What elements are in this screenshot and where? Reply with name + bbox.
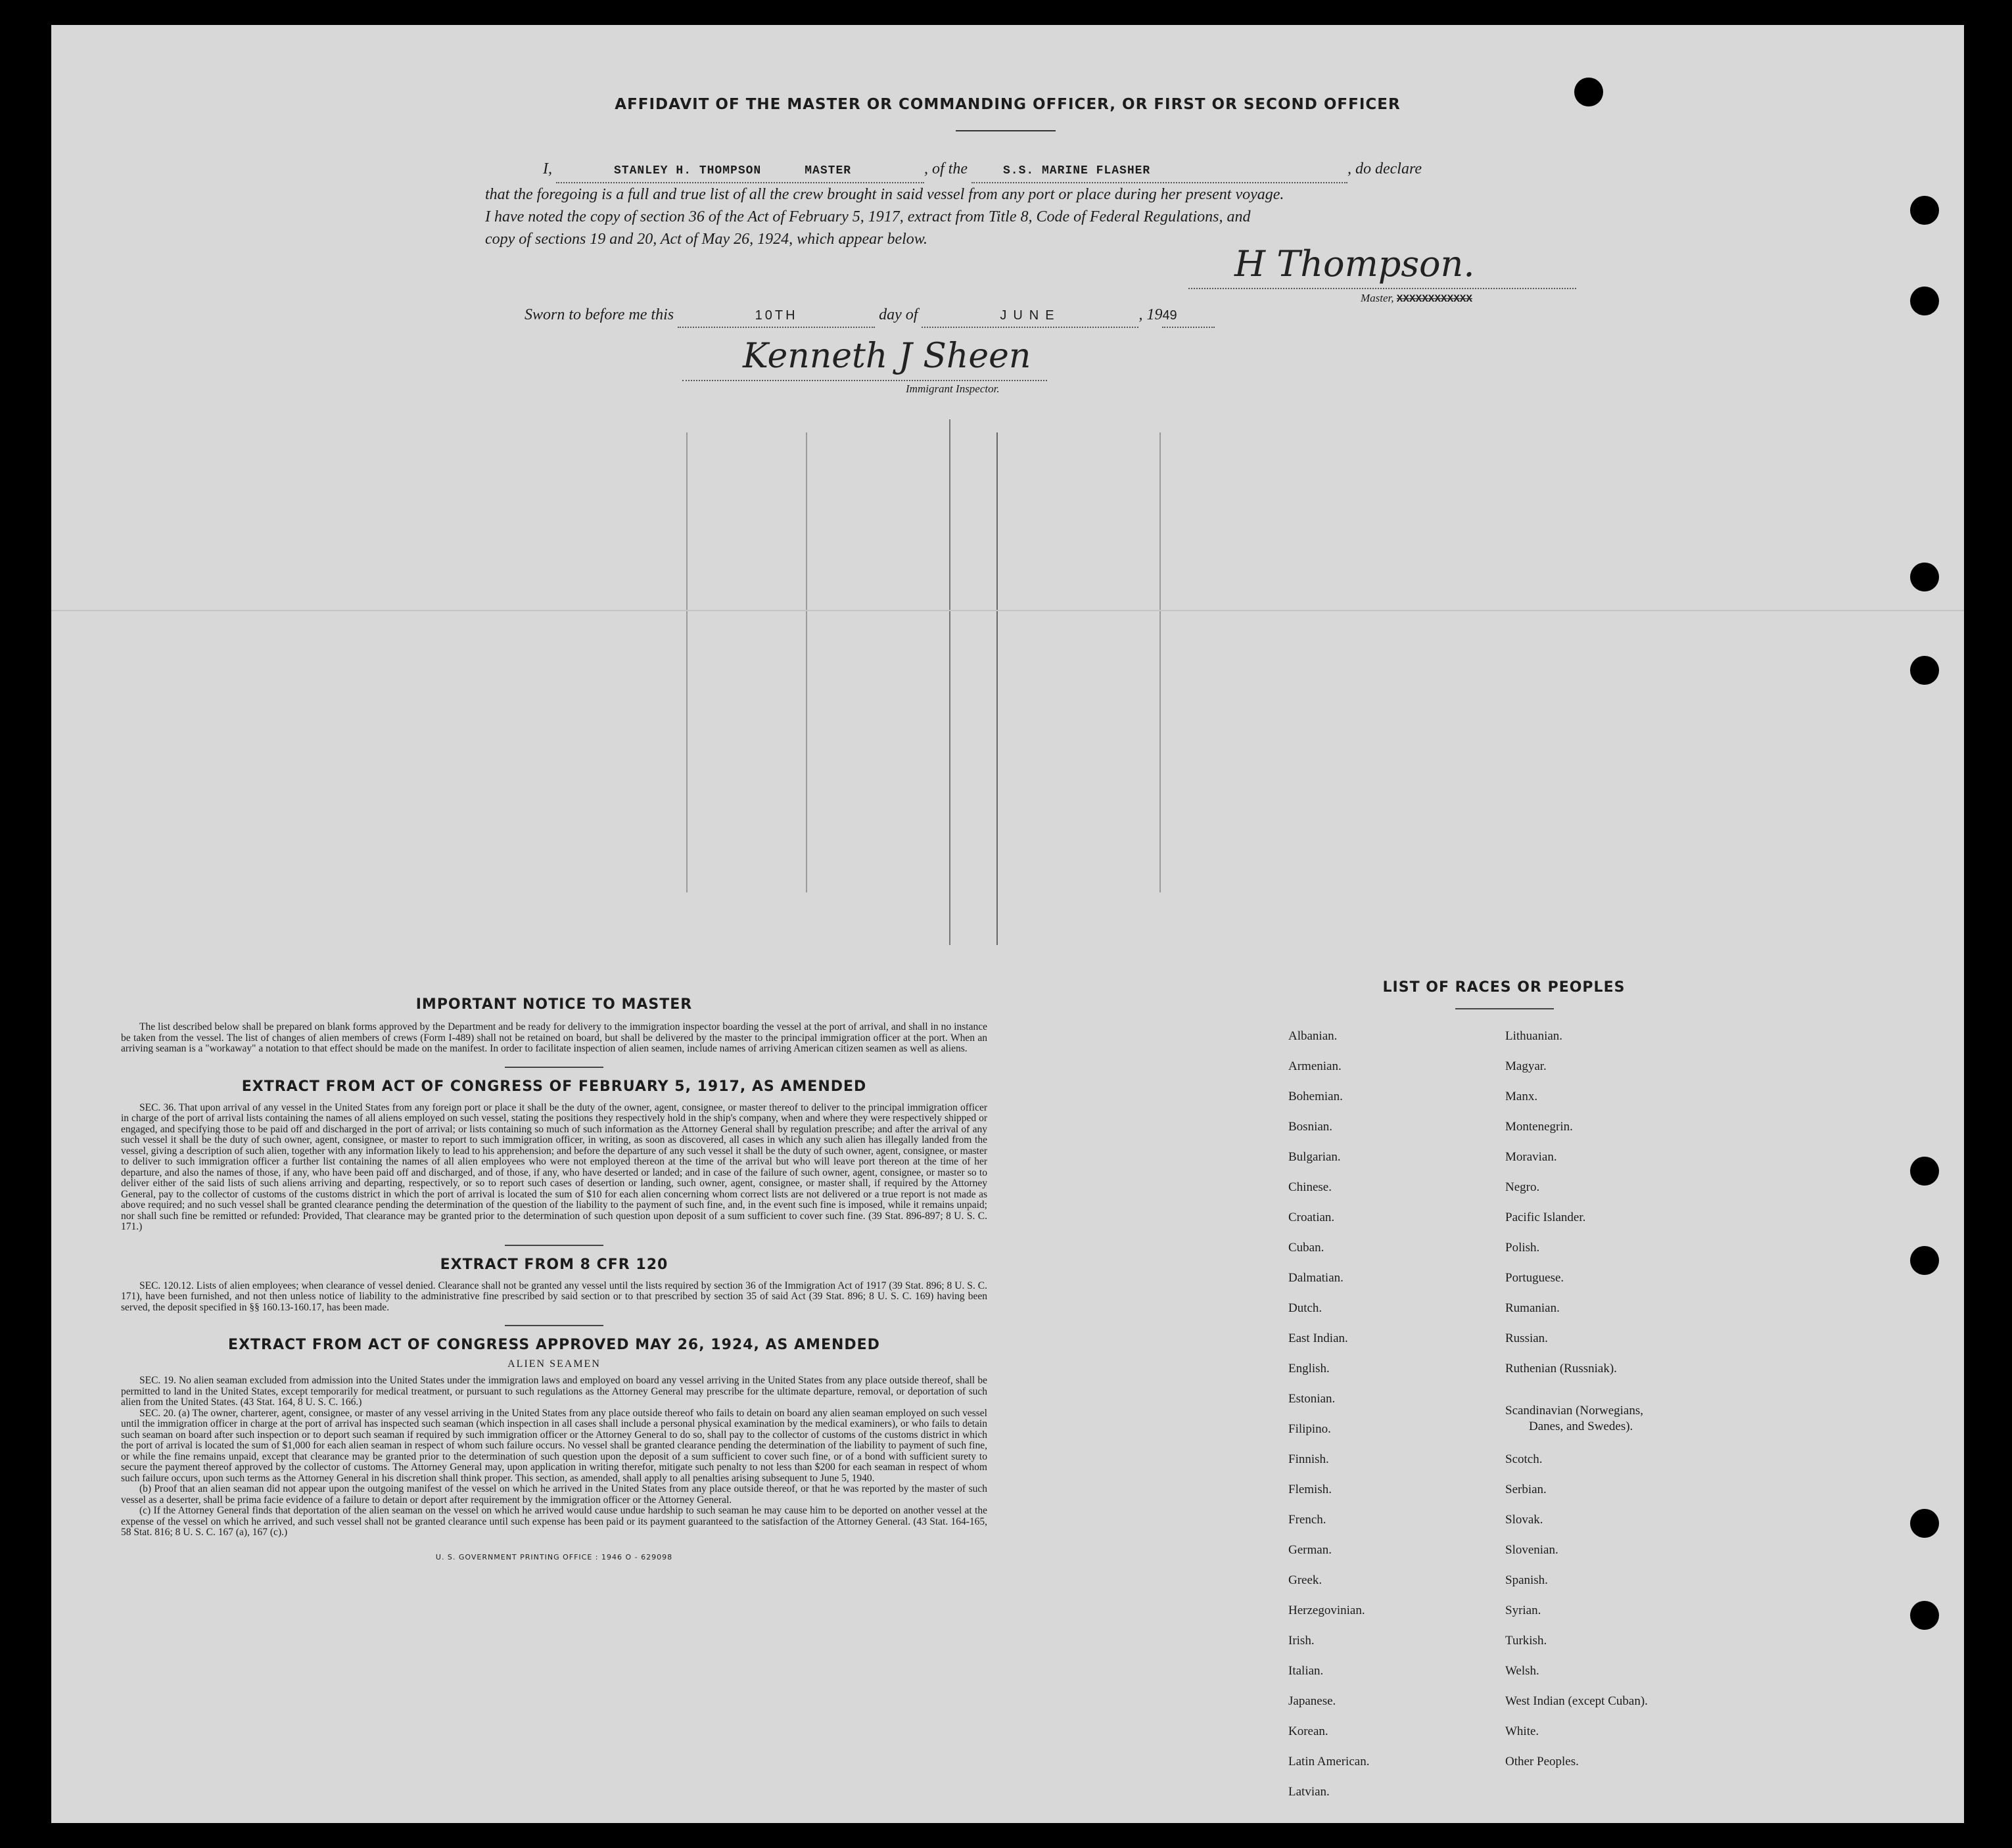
affidavit-title: AFFIDAVIT OF THE MASTER OR COMMANDING OFFICER, OR FIRST OR SECOND OFFICER — [615, 96, 1401, 113]
race-item: Turkish. — [1505, 1634, 1547, 1648]
race-item: Russian. — [1505, 1331, 1548, 1345]
race-item: Slovenian. — [1505, 1543, 1558, 1557]
extract-1924-text — [117, 1375, 991, 1538]
bleed-line — [949, 419, 950, 945]
year-prefix: , 19 — [1138, 306, 1163, 323]
master-signature-block — [1188, 242, 1583, 310]
race-item: Albanian. — [1288, 1029, 1338, 1043]
sec-20b-paragraph: (b) Proof that an alien seaman did not appear upon the outgoing manifest of the vessel on which he arrived in the United States from any place outside thereof, or that he was reported by the master of such vessel as a deserter, shall be prima facie evidence of a failure to detain or deport after requirement by the immigration officer or the Attorney General. — [121, 1483, 987, 1506]
extract-cfr-text — [117, 1281, 991, 1314]
race-item: Latin American. — [1288, 1755, 1370, 1768]
sworn-year: 49 — [1162, 308, 1177, 323]
race-item: Negro. — [1505, 1180, 1540, 1194]
sec-120-paragraph: SEC. 120.12. Lists of alien employees; when clearance of vessel denied. Clearance shall not be granted any vessel until the lists required by section 36 of the Immigration Act of 1917 (39 Stat. 896; 8 U. S. C. 171), have been furnished, and not then unless notice of liability to the administrative fine prescribed by said section or to that prescribed by section 35 of said Act (39 Stat. 896; 8 U. S. C. 169) having been served, the deposit specified in §§ 160.13-160.17, has been made. — [121, 1280, 987, 1313]
race-item: Serbian. — [1505, 1483, 1547, 1496]
sworn-month: JUNE — [1000, 308, 1061, 323]
race-item: Dalmatian. — [1288, 1271, 1344, 1285]
race-item: Scotch. — [1505, 1452, 1543, 1466]
race-item: Japanese. — [1288, 1694, 1336, 1708]
punch-hole — [1910, 1246, 1939, 1275]
bleed-line — [1159, 432, 1161, 892]
do-declare-label: , do declare — [1347, 160, 1422, 177]
sec-36-paragraph: SEC. 36. That upon arrival of any vessel in the United States from any foreign port or place it shall be the duty of the owner, agent, consignee, or master thereof to deliver to the principal immigration officer in charge of the port of arrival lists containing the names of all aliens employed on such vessel, stating the positions they respectively hold in the ship's company, when and where they were respectively shipped or engaged, and specifying those to be paid off and discharged in the port of arrival; or lists containing so much of such information as the Attorney General shall by regulation prescribe; and after the arrival of any such vessel it shall be the duty of such owner, agent, consignee, or master to report to such immigration officer, in writing, as soon as discovered, all cases in which any such alien has illegally landed from the vessel, giving a description of such alien, together with any information likely to lead to his apprehension; and before the departure of any such vessel it shall be the duty of such owner, agent, consignee, or master to deliver to such immigration officer a further list containing the names of all alien employees who were not employed thereon at the time of the arrival but who will leave port thereon at the time of her departure, and also the names of those, if any, who have been paid off and discharged, and of those, if any, who have deserted or landed; and in case of the failure of such owner, agent, consignee, or master so to deliver either of the said lists of such aliens arriving and departing, respectively, or so to report such cases of desertion or landing, such owner, agent, consignee, or master shall, if required by the Attorney General, pay to the collector of customs of the customs district in which the port of arrival is located the sum of $10 for each alien concerning whom correct lists are not delivered or a true report is not made as above required; and no such vessel shall be granted clearance pending the determination of the question of the liability to the payment of such fine, and, in the event such fine is imposed, while it remains unpaid; nor shall such fine be remitted or refunded: Provided, That clearance may be granted prior to the determination of such question upon deposit of a sum sufficient to cover such fine. (39 Stat. 896-897; 8 U. S. C. 171.) — [121, 1101, 987, 1232]
extract-1917-text — [117, 1103, 991, 1233]
race-item: Croatian. — [1288, 1211, 1335, 1224]
punch-hole — [1910, 1509, 1939, 1538]
race-item: German. — [1288, 1543, 1332, 1557]
i-label: I, — [543, 160, 552, 177]
sec-20c-paragraph: (c) If the Attorney General finds that deportation of the alien seaman on the vessel on which he arrived would cause undue hardship to such seaman he may cause him to be deported on another vessel at the expense of the vessel on which he arrived, and such vessel shall not be granted clearance until such expense has been paid or its payment guaranteed to the satisfaction of the Attorney General. (43 Stat. 164-165, 58 Stat. 816; 8 U. S. C. 167 (a), 167 (c).) — [121, 1505, 987, 1538]
master-label-block — [1361, 292, 1472, 305]
race-item: Pacific Islander. — [1505, 1211, 1586, 1224]
declaration-line: that the foregoing is a full and true list of all the crew brought in said vessel from any port or place during her present voyage. — [485, 186, 1284, 203]
signature-line — [1188, 288, 1576, 289]
inspector-signature: Kenneth J Sheen — [743, 336, 1031, 376]
officer-name: STANLEY H. THOMPSON — [614, 164, 762, 177]
sworn-line — [525, 304, 1215, 328]
punch-hole — [1910, 287, 1939, 315]
bleed-line — [51, 610, 1964, 611]
race-item: Manx. — [1505, 1090, 1538, 1103]
race-item: Korean. — [1288, 1724, 1328, 1738]
section-rule — [505, 1325, 603, 1326]
race-item: Dutch. — [1288, 1301, 1322, 1315]
races-title: LIST OF RACES OR PEOPLES — [1382, 979, 1626, 996]
signature-line — [682, 380, 1047, 381]
inspector-signature-block — [682, 334, 1050, 406]
extract-1924-title: EXTRACT FROM ACT OF CONGRESS APPROVED MAY 26, 1924, AS AMENDED — [228, 1337, 880, 1353]
race-item: Latvian. — [1288, 1785, 1330, 1799]
race-item: Greek. — [1288, 1573, 1322, 1587]
notice-paragraph: The list described below shall be prepared on blank forms approved by the Department and be ready for delivery to the immigration inspector boarding the vessel at the port of arrival, and shall in no instance be taken from the vessel. The list of changes of alien members of crews (Form I-489) shall not be retained on board, but shall be delivered by the master to the principal immigration officer at the port. When an arriving seaman is a "workaway" a notation to that effect should be made on the manifest. In order to facilitate inspection of alien seamen, include names of arriving American citizen seamen as well as aliens. — [121, 1021, 987, 1054]
races-rule — [1455, 1008, 1554, 1009]
race-item: Slovak. — [1505, 1513, 1543, 1527]
race-item: Moravian. — [1505, 1150, 1557, 1164]
race-item: Montenegrin. — [1505, 1120, 1573, 1134]
punch-hole — [1910, 1157, 1939, 1186]
race-item: English. — [1288, 1362, 1330, 1375]
race-item: Lithuanian. — [1505, 1029, 1563, 1043]
race-item: Italian. — [1288, 1664, 1324, 1678]
race-item: Magyar. — [1505, 1059, 1547, 1073]
race-item: Danes, and Swedes). — [1529, 1420, 1633, 1433]
race-item: Cuban. — [1288, 1241, 1324, 1255]
bleed-line — [686, 432, 688, 892]
legal-column — [117, 996, 991, 1561]
race-item: White. — [1505, 1724, 1539, 1738]
notice-title: IMPORTANT NOTICE TO MASTER — [415, 996, 693, 1013]
race-item: Syrian. — [1505, 1604, 1541, 1617]
master-signature: H Thompson. — [1234, 243, 1475, 285]
race-item: Irish. — [1288, 1634, 1315, 1648]
race-item: Ruthenian (Russniak). — [1505, 1362, 1617, 1375]
race-item: Rumanian. — [1505, 1301, 1560, 1315]
race-item: Filipino. — [1288, 1422, 1331, 1436]
bleed-line — [806, 432, 807, 892]
race-item: Finnish. — [1288, 1452, 1329, 1466]
sec-20a-paragraph: SEC. 20. (a) The owner, charterer, agent, consignee, or master of any vessel arriving in the United States from any place outside thereof who fails to detain on board any alien seaman employed on such vessel until the immigration officer in charge at the port of arrival has inspected such seaman (which inspection in all cases shall include a personal physical examination by the medical examiners), or who fails to detain such seaman on board after such inspection or to deport such seaman if required by such immigration officer or the Attorney General to do so, shall pay to the collector of customs of the customs district in which the port of arrival is located the sum of $1,000 for each alien seaman in respect of whom such failure occurs. No vessel shall be granted clearance pending the determination of the liability to payment of such fine, or while the fine remains unpaid, except that clearance may be granted prior to the determination of such question upon the deposit of a sum sufficient to cover such fine, or of a bond with sufficient surety to secure the payment thereof approved by the collector of customs. The Attorney General may, upon application in writing therefor, mitigate such penalty to not less than $200 for each seaman in respect of whom such failure occurs, upon such terms as the Attorney General in his discretion shall think proper. This section, as amended, shall apply to all penalties arising subsequent to June 5, 1940. — [121, 1407, 987, 1484]
master-label: Master, — [1361, 292, 1394, 304]
race-item: Bulgarian. — [1288, 1150, 1341, 1164]
of-the-label: , of the — [924, 160, 968, 177]
alien-seamen-subtitle: ALIEN SEAMEN — [507, 1358, 601, 1370]
race-item: Armenian. — [1288, 1059, 1342, 1073]
extract-1917-title: EXTRACT FROM ACT OF CONGRESS OF FEBRUARY 5, 1917, AS AMENDED — [241, 1078, 867, 1095]
officer-rank: MASTER — [805, 164, 852, 177]
day-of-label: day of — [879, 306, 918, 323]
race-item: Spanish. — [1505, 1573, 1548, 1587]
notice-text — [117, 1022, 991, 1055]
punch-hole — [1910, 196, 1939, 225]
sworn-day: 10TH — [755, 308, 798, 323]
race-item: Polish. — [1505, 1241, 1540, 1255]
document-sheet — [51, 25, 1964, 1823]
race-item: Other Peoples. — [1505, 1755, 1579, 1768]
race-item: Chinese. — [1288, 1180, 1332, 1194]
race-item: Scandinavian (Norwegians, — [1505, 1404, 1643, 1418]
bleed-line — [996, 432, 998, 945]
race-item: Bosnian. — [1288, 1120, 1333, 1134]
race-item: Herzegovinian. — [1288, 1604, 1365, 1617]
race-item: Bohemian. — [1288, 1090, 1343, 1103]
race-item: Welsh. — [1505, 1664, 1539, 1678]
section-rule — [505, 1067, 603, 1068]
punch-hole — [1910, 1601, 1939, 1630]
extract-cfr-title: EXTRACT FROM 8 CFR 120 — [440, 1256, 668, 1273]
race-item: Portuguese. — [1505, 1271, 1564, 1285]
race-item: Flemish. — [1288, 1483, 1332, 1496]
struck-title: XXXXXXXXXXXX — [1396, 293, 1472, 305]
declaration — [485, 158, 1589, 250]
sec-19-paragraph: SEC. 19. No alien seaman excluded from admission into the United States under the immigration laws and employed on board any vessel arriving in the United States from any place outside thereof, shall be permitted to land in the United States, except temporarily for medical treatment, or pursuant to such regulations as the Attorney General may prescribe for the ultimate departure, removal, or deportation of such alien from the United States. (43 Stat. 164, 8 U. S. C. 166.) — [121, 1375, 987, 1408]
inspector-label: Immigrant Inspector. — [906, 382, 1000, 395]
declaration-line: I have noted the copy of section 36 of the Act of February 5, 1917, extract from Title 8, Code of Federal Regulations, and — [485, 208, 1251, 225]
race-item: West Indian (except Cuban). — [1505, 1694, 1648, 1708]
vessel-name: S.S. MARINE FLASHER — [1003, 164, 1151, 177]
punch-hole — [1910, 656, 1939, 685]
race-item: French. — [1288, 1513, 1326, 1527]
printer-line: U. S. GOVERNMENT PRINTING OFFICE : 1946 O - 629098 — [435, 1552, 673, 1561]
sworn-label: Sworn to before me this — [525, 306, 674, 323]
declaration-line: copy of sections 19 and 20, Act of May 26, 1924, which appear below. — [485, 231, 928, 248]
race-item: East Indian. — [1288, 1331, 1348, 1345]
section-rule — [505, 1245, 603, 1246]
punch-hole — [1910, 563, 1939, 591]
race-item: Estonian. — [1288, 1392, 1336, 1406]
title-rule — [956, 130, 1056, 131]
